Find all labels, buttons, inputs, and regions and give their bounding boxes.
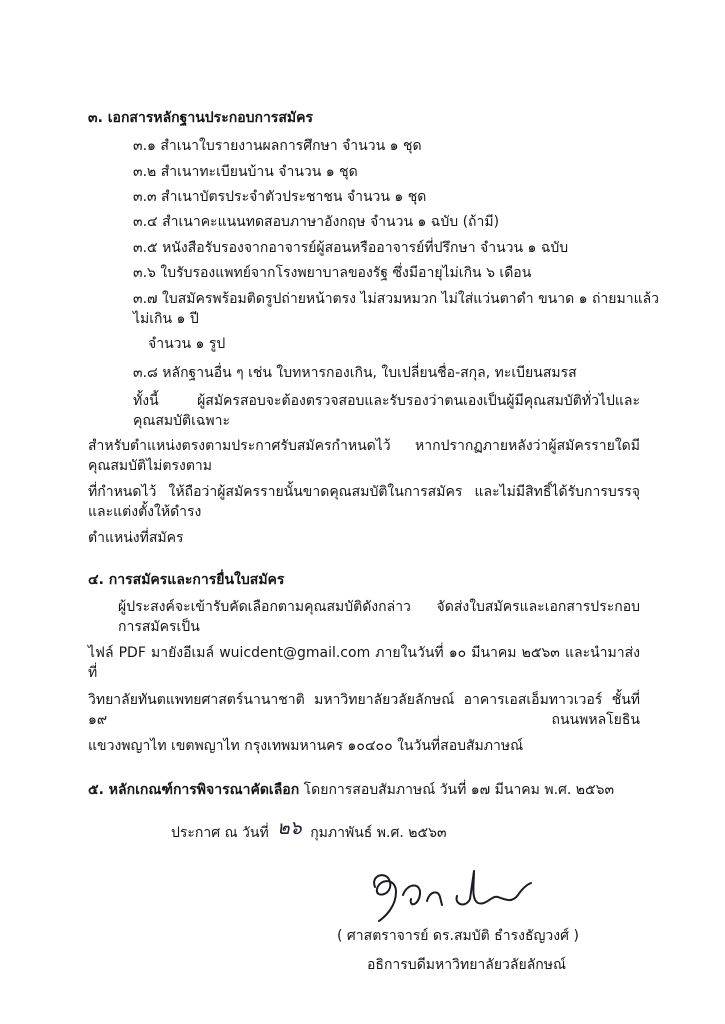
- section-3-item-3: ๓.๓ สำเนาบัตรประจำตัวประชาชน จำนวน ๑ ชุด: [133, 189, 427, 205]
- section-3-item-2: ๓.๒ สำเนาทะเบียนบ้าน จำนวน ๑ ชุด: [133, 164, 358, 180]
- section-5-heading: ๕. หลักเกณฑ์การพิจารณาคัดเลือก: [88, 782, 300, 798]
- section-4-body-line-3: วิทยาลัยทันตแพทยศาสตร์นานาชาติ มหาวิทยาลัยวลัยลักษณ์ อาคารเอสเอ็มทาวเวอร์ ชั้นที่ ๑๙ ถนนพหลโยธิน: [88, 692, 640, 728]
- signatory-name: ( ศาสตราจารย์ ดร.สมบัติ ธำรงธัญวงศ์ ): [337, 928, 579, 944]
- section-3-item-1: ๓.๑ สำเนาใบรายงานผลการศึกษา จำนวน ๑ ชุด: [133, 138, 422, 154]
- section-3-note-line-4: ตำแหน่งที่สมัคร: [88, 530, 184, 546]
- section-3-item-5: ๓.๕ หนังสือรับรองจากอาจารย์ผู้สอนหรืออาจารย์ที่ปรึกษา จำนวน ๑ ฉบับ: [133, 240, 569, 256]
- section-3-item-8: ๓.๘ หลักฐานอื่น ๆ เช่น ใบทหารกองเกิน, ใบเปลี่ยนชื่อ-สกุล, ทะเบียนสมรส: [133, 365, 577, 381]
- section-3-item-7-continuation: จำนวน ๑ รูป: [148, 336, 226, 352]
- handwritten-day: ๒๖: [277, 817, 302, 839]
- announcement-date-line: [171, 817, 671, 843]
- section-3-item-7: ๓.๗ ใบสมัครพร้อมติดรูปถ่ายหน้าตรง ไม่สวมหมวก ไม่ใส่แว่นตาดำ ขนาด ๑ ถ่ายมาแล้ว ไม่เกิน ๑ ปี: [133, 291, 660, 327]
- announcement-suffix: กุมภาพันธ์ พ.ศ. ๒๕๖๓: [310, 825, 447, 841]
- section-5-line: [88, 780, 648, 800]
- signature-image: [365, 865, 535, 923]
- signatory-position: อธิการบดีมหาวิทยาลัยวลัยลักษณ์: [367, 957, 566, 973]
- section-4-heading: ๔. การสมัครและการยื่นใบสมัคร: [88, 572, 285, 588]
- section-3-item-4: ๓.๔ สำเนาคะแนนทดสอบภาษาอังกฤษ จำนวน ๑ ฉบับ (ถ้ามี): [133, 214, 500, 230]
- section-3-note-line-1: ทั้งนี้ ผู้สมัครสอบจะต้องตรวจสอบและรับรองว่าตนเองเป็นผู้มีคุณสมบัติทั่วไปและคุณสมบัติเฉพาะ: [133, 393, 640, 429]
- section-4-body-line-1: ผู้ประสงค์จะเข้ารับคัดเลือกตามคุณสมบัติดังกล่าว จัดส่งใบสมัครและเอกสารประกอบการสมัครเป็น: [118, 599, 640, 635]
- announcement-prefix: ประกาศ ณ วันที่: [171, 825, 269, 841]
- section-3-note-line-3: ที่กำหนดไว้ ให้ถือว่าผู้สมัครรายนั้นขาดคุณสมบัติในการสมัคร และไม่มีสิทธิ์ได้รับการบรรจุและแต่งตั้งให้ดำรง: [88, 484, 640, 520]
- section-3-heading: ๓. เอกสารหลักฐานประกอบการสมัคร: [88, 110, 314, 126]
- section-4-body-line-4: แขวงพญาไท เขตพญาไท กรุงเทพมหานคร ๑๐๔๐๐ ในวันที่สอบสัมภาษณ์: [88, 738, 524, 754]
- section-4-body-line-2: ไฟล์ PDF มายังอีเมล์ wuicdent@gmail.com ภายในวันที่ ๑๐ มีนาคม ๒๕๖๓ และนำมาส่งที่: [88, 645, 640, 681]
- section-5-text: โดยการสอบสัมภาษณ์ วันที่ ๑๗ มีนาคม พ.ศ. ๒๕๖๓: [303, 782, 615, 798]
- section-3-item-6: ๓.๖ ใบรับรองแพทย์จากโรงพยาบาลของรัฐ ซึ่งมีอายุไม่เกิน ๖ เดือน: [133, 265, 532, 281]
- section-3-note-line-2: สำหรับตำแหน่งตรงตามประกาศรับสมัครกำหนดไว้ หากปรากฏภายหลังว่าผู้สมัครรายใดมีคุณสมบัติไม่ตรงตาม: [88, 438, 640, 474]
